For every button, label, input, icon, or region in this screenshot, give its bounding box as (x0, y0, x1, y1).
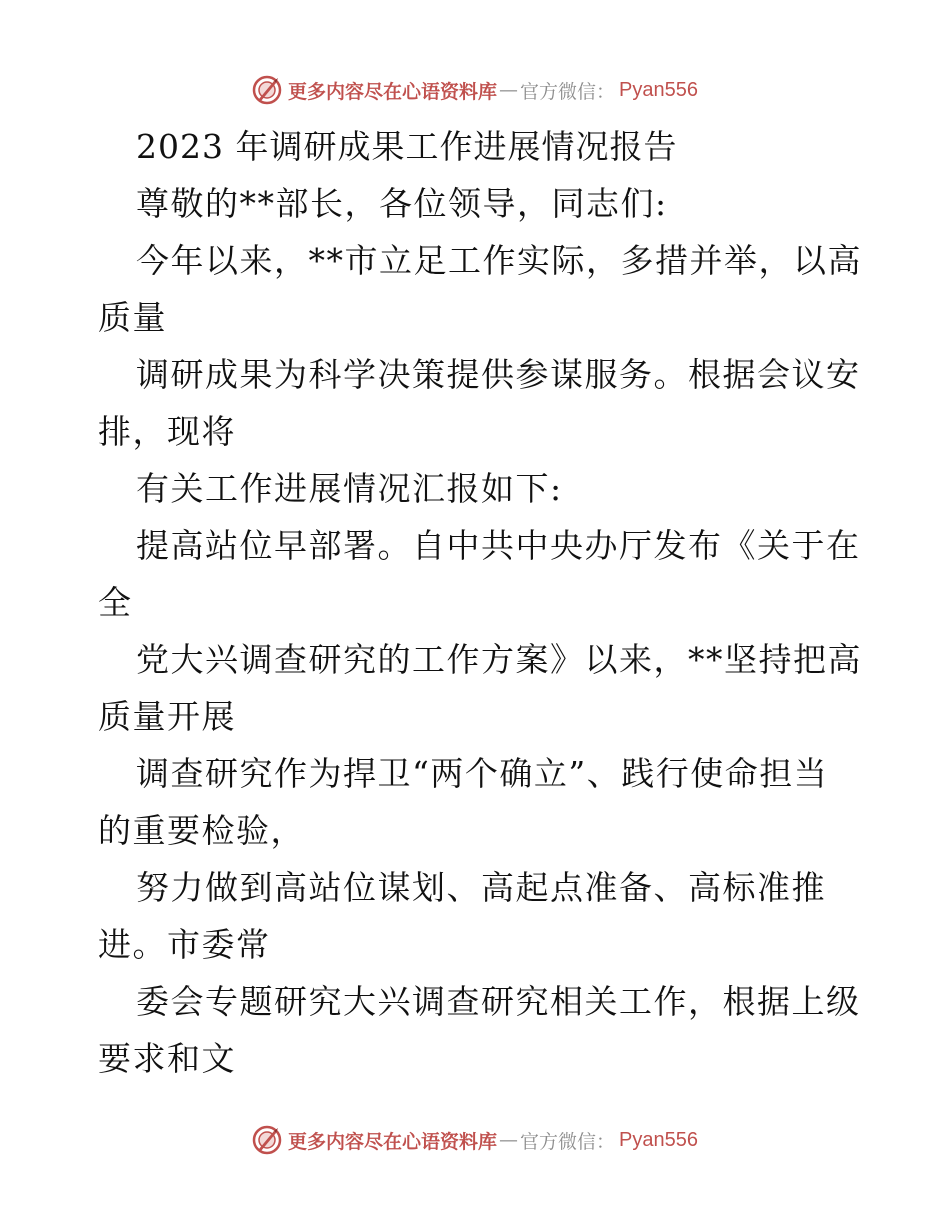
paragraph-line: 进。市委常 (98, 925, 271, 964)
quill-pen-seal-icon (252, 75, 282, 105)
paragraph-line: 的重要检验， (98, 811, 305, 850)
banner-wechat-id: Pyan556 (619, 78, 698, 101)
salutation: 尊敬的**部长，各位领导，同志们: (136, 184, 668, 223)
paragraph-line: 努力做到高站位谋划、高起点准备、高标准推 (136, 868, 826, 907)
banner-wechat-label: 官方微信： (520, 1130, 616, 1153)
paragraph-line: 要求和文 (98, 1039, 236, 1078)
banner-wechat-label: 官方微信： (520, 80, 616, 103)
paragraph-line: 有关工作进展情况汇报如下: (136, 469, 563, 508)
footer-banner (0, 1120, 950, 1160)
paragraph-line: 调研成果为科学决策提供参谋服务。根据会议安 (136, 355, 861, 394)
document-title: 2023 年调研成果工作进展情况报告 (136, 127, 678, 166)
paragraph-line: 委会专题研究大兴调查研究相关工作，根据上级 (136, 982, 861, 1021)
paragraph-line: 质量 (98, 298, 167, 337)
paragraph-line: 调查研究作为捍卫“两个确立”、践行使命担当 (136, 754, 829, 793)
paragraph-line: 质量开展 (98, 697, 236, 736)
banner-wechat-id: Pyan556 (619, 1128, 698, 1151)
paragraph-line: 提高站位早部署。自中共中央办厅发布《关于在 (136, 526, 861, 565)
banner-brand-text: 更多内容尽在心语资料库 (288, 1130, 498, 1153)
document-body (98, 118, 862, 1087)
banner-dash: — (499, 1129, 519, 1151)
quill-pen-seal-icon (252, 1125, 282, 1155)
paragraph-line: 今年以来，**市立足工作实际，多措并举，以高 (136, 241, 862, 280)
paragraph-line: 排，现将 (98, 412, 236, 451)
paragraph-line: 党大兴调查研究的工作方案》以来，**坚持把高 (136, 640, 862, 679)
banner-dash: — (499, 79, 519, 101)
paragraph-line: 全 (98, 583, 133, 622)
banner-brand-text: 更多内容尽在心语资料库 (288, 80, 498, 103)
header-banner (0, 70, 950, 110)
